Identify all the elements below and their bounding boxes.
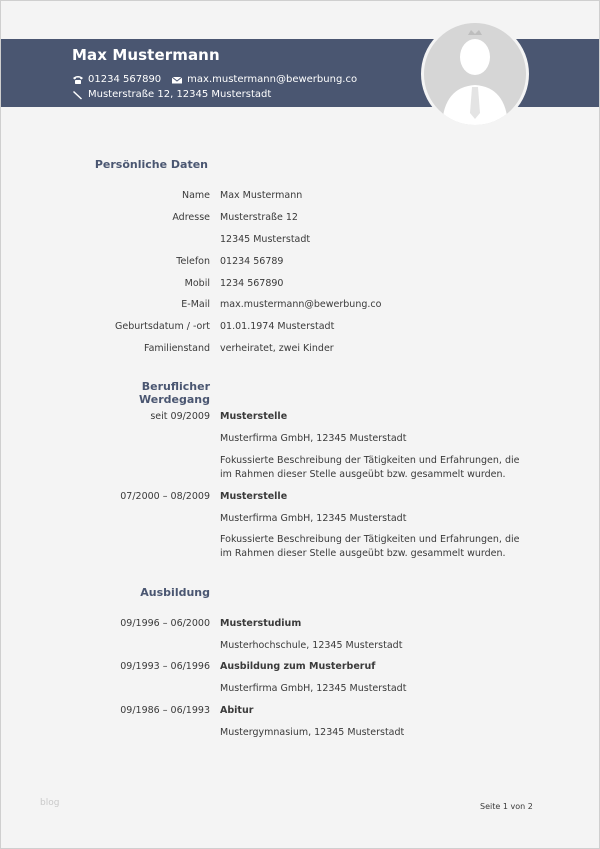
education-degree: Ausbildung zum Musterberuf [220,661,376,672]
pen-icon [72,90,84,100]
envelope-icon [171,75,183,85]
section-title-career: Beruflicher Werdegang [139,380,210,406]
section-title-education: Ausbildung [140,586,210,599]
value-city: 12345 Musterstadt [220,234,311,245]
value-name: Max Mustermann [220,190,303,201]
career-position: Musterstelle [220,491,288,502]
label-marital-status: Familienstand [144,343,210,354]
education-degree: Musterstudium [220,618,302,629]
label-address: Adresse [172,212,210,223]
header-address: Musterstraße 12, 12345 Musterstadt [88,89,272,100]
education-period: 09/1996 – 06/2000 [120,618,210,629]
section-title-personal: Persönliche Daten [94,158,208,171]
label-mobile: Mobil [184,278,210,289]
applicant-name: Max Mustermann [72,46,220,64]
career-company: Musterfirma GmbH, 12345 Musterstadt [220,433,407,444]
label-birth: Geburtsdatum / -ort [115,321,210,332]
value-marital-status: verheiratet, zwei Kinder [220,343,334,354]
value-street: Musterstraße 12 [220,212,298,223]
phone-icon [72,75,84,85]
education-degree: Abitur [220,705,254,716]
contact-line-1 [72,74,357,85]
career-position: Musterstelle [220,411,288,422]
education-institution: Musterfirma GmbH, 12345 Musterstadt [220,683,407,694]
education-period: 09/1986 – 06/1993 [120,705,210,716]
career-description: Fokussierte Beschreibung der Tätigkeiten und Erfahrungen, die im Rahmen dieser Stelle ausgeübt bzw. gesammelt wurden. [220,455,520,480]
value-phone: 01234 56789 [220,256,284,267]
person-silhouette-icon [424,23,526,125]
value-birth: 01.01.1974 Musterstadt [220,321,335,332]
value-email: max.mustermann@bewerbung.co [220,299,382,310]
career-period: seit 09/2009 [150,411,210,422]
contact-line-2 [72,89,271,100]
watermark: blog [40,798,60,808]
label-email: E-Mail [181,299,210,310]
career-description: Fokussierte Beschreibung der Tätigkeiten und Erfahrungen, die im Rahmen dieser Stelle ausgeübt bzw. gesammelt wurden. [220,534,520,559]
header-email: max.mustermann@bewerbung.co [187,74,358,85]
value-mobile: 1234 567890 [220,278,284,289]
label-phone: Telefon [176,256,210,267]
header-phone: 01234 567890 [88,74,162,85]
education-institution: Musterhochschule, 12345 Musterstadt [220,640,403,651]
profile-photo-placeholder [421,20,529,128]
career-company: Musterfirma GmbH, 12345 Musterstadt [220,513,407,524]
page-number: Seite 1 von 2 [480,802,533,811]
career-period: 07/2000 – 08/2009 [120,491,210,502]
education-institution: Mustergymnasium, 12345 Musterstadt [220,727,405,738]
education-period: 09/1993 – 06/1996 [120,661,210,672]
label-name: Name [181,190,210,201]
